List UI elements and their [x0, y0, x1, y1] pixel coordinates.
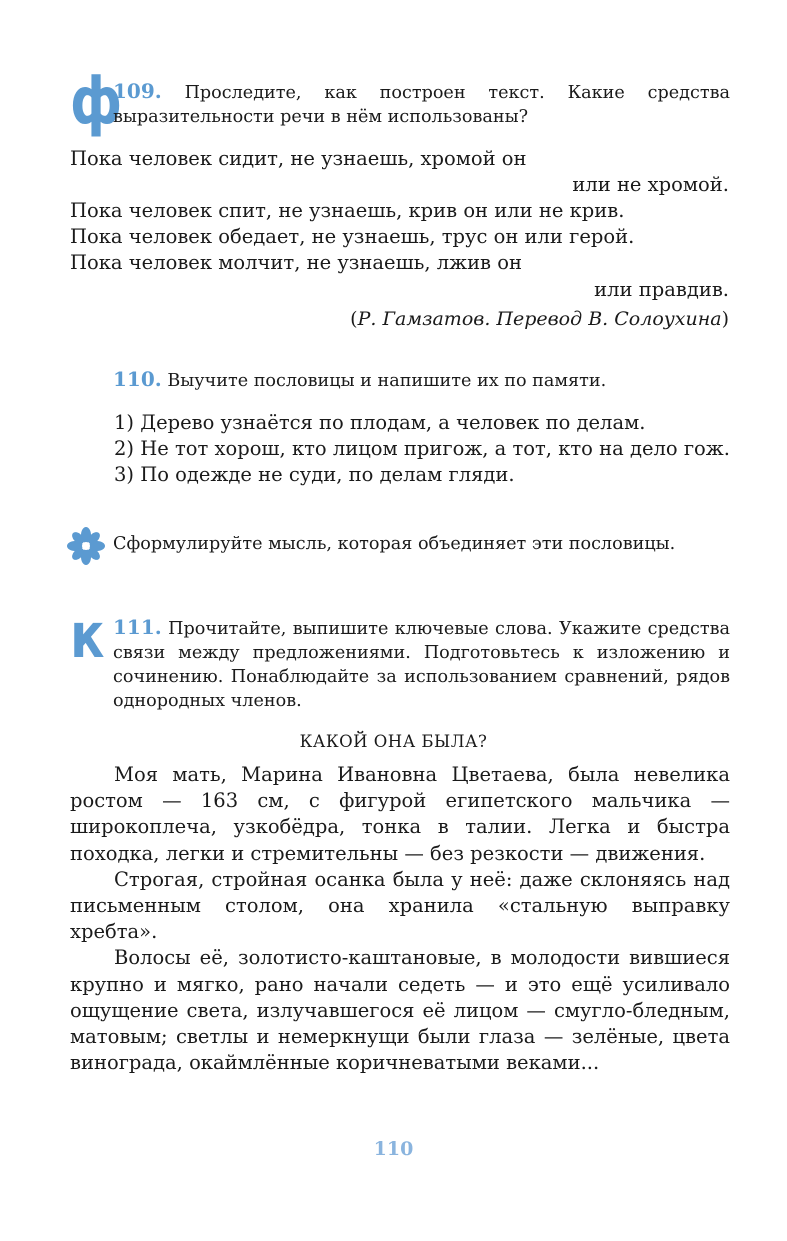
task-number: 111.: [113, 615, 162, 639]
proverb-item: 2) Не тот хорош, кто лицом пригож, а тот, кто на дело гож.: [114, 437, 730, 460]
story-paragraph: Строгая, стройная осанка была у неё: даже склоняясь над письменным столом, она хранила «стальную выправку хребта».: [70, 867, 730, 944]
letter-k-marker-icon: к: [70, 599, 105, 672]
poem-line: или правдив.: [594, 278, 729, 301]
additional-task: Сформулируйте мысль, которая объединяет эти пословицы.: [113, 534, 676, 554]
story-paragraph: Волосы её, золотисто-каштановые, в молодости вившиеся крупно и мягко, рано начали седеть — и это ещё усиливало ощущение света, излучавшегося её лицом — смугло-бледным, матовым; светлы и немеркнущи были глаза — зелёные, цвета винограда, окаймлённые коричневатыми веками...: [70, 946, 730, 1075]
story-text: [70, 762, 730, 1076]
letter-f-marker-icon: ф: [70, 65, 123, 139]
poem-line: или не хромой.: [572, 173, 729, 196]
task-text: Проследите, как построен текст. Какие средства выразительности речи в нём использованы?: [113, 83, 730, 127]
proverb-item: 3) По одежде не суди, по делам гляди.: [114, 463, 515, 486]
task-111: [113, 615, 730, 713]
proverb-item: 1) Дерево узнаётся по плодам, а человек по делам.: [114, 411, 646, 434]
task-110: [113, 367, 730, 393]
story-paragraph: Моя мать, Марина Ивановна Цветаева, была невелика ростом — 163 см, с фигурой египетского мальчика — широкоплеча, узкобёдра, тонка в талии. Легка и быстра походка, легки и стремительны — без резкости — движения.: [70, 763, 730, 865]
poem-line: Пока человек молчит, не узнаешь, лжив он: [70, 251, 522, 274]
page-number: 110: [373, 1138, 414, 1160]
story-title: КАКОЙ ОНА БЫЛА?: [299, 732, 488, 751]
task-number: 109.: [113, 79, 162, 103]
task-109: [113, 79, 730, 129]
poem-line: Пока человек сидит, не узнаешь, хромой он: [70, 147, 527, 170]
proverb-list: [70, 410, 730, 488]
poem-line: Пока человек спит, не узнаешь, крив он или не крив.: [70, 199, 625, 222]
poem-line: Пока человек обедает, не узнаешь, трус он или герой.: [70, 225, 635, 248]
poem-attribution: (Р. Гамзатов. Перевод В. Солоухина): [350, 308, 729, 330]
task-number: 110.: [113, 367, 162, 391]
task-text: Прочитайте, выпишите ключевые слова. Укажите средства связи между предложениями. Подготовьтесь к изложению и сочинению. Понаблюдайте за использованием сравнений, рядов однородных членов.: [113, 619, 731, 711]
asterisk-flower-icon: [66, 526, 106, 566]
task-text: Выучите пословицы и напишите их по памяти.: [167, 371, 607, 391]
